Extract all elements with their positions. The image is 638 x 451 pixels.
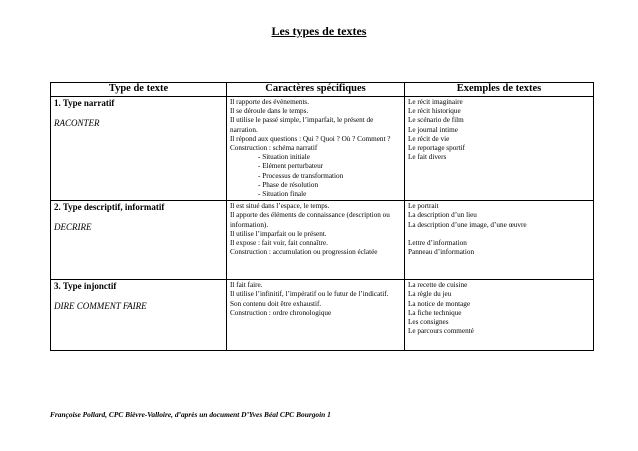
table-row bbox=[51, 97, 594, 201]
cell-line: La notice de montage bbox=[408, 299, 471, 308]
cell-line: Le reportage sportif bbox=[408, 144, 466, 153]
cell-line: Il utilise le passé simple, l’imparfait, le présent de bbox=[230, 116, 374, 125]
footer-credit: Françoise Pollard, CPC Bièvre-Valloire, d’après un document D’Yves Béal CPC Bourgoin 1 bbox=[50, 410, 331, 419]
cell-line: - Elément perturbateur bbox=[258, 162, 324, 171]
cell-line: Construction : schéma narratif bbox=[230, 144, 318, 153]
type-verb: DIRE COMMENT FAIRE bbox=[54, 301, 147, 312]
examples-cell bbox=[405, 97, 594, 201]
cell-line: Le récit imaginaire bbox=[408, 98, 463, 106]
type-verb: DECRIRE bbox=[54, 222, 92, 233]
table-header-row bbox=[51, 83, 594, 97]
characteristics-cell bbox=[227, 280, 405, 351]
type-verb: RACONTER bbox=[54, 118, 100, 128]
cell-line: information). bbox=[230, 220, 269, 229]
cell-line: Le récit de vie bbox=[408, 134, 450, 143]
cell-line: Il fait faire. bbox=[230, 281, 263, 290]
table-row bbox=[51, 201, 594, 280]
cell-line: Il expose : fait voir, fait connaître. bbox=[230, 239, 328, 248]
cell-line bbox=[408, 230, 590, 239]
examples-cell bbox=[405, 201, 594, 280]
cell-line: Il apporte des éléments de connaissance (description ou bbox=[230, 211, 390, 220]
characteristics-cell bbox=[227, 201, 405, 280]
cell-line: - Processus de transformation bbox=[258, 171, 344, 180]
type-name: 1. Type narratif bbox=[54, 98, 115, 108]
cell-line: Il se déroule dans le temps. bbox=[230, 107, 309, 116]
cell-line: Les consignes bbox=[408, 318, 449, 327]
cell-line: La règle du jeu bbox=[408, 290, 452, 299]
cell-line: Il rapporte des évènements. bbox=[230, 98, 310, 106]
cell-line: - Situation initiale bbox=[258, 153, 310, 162]
type-cell bbox=[51, 280, 227, 351]
type-cell bbox=[51, 201, 227, 280]
cell-line: Panneau d’information bbox=[408, 248, 475, 257]
characteristics-cell bbox=[227, 97, 405, 201]
cell-line: Le portrait bbox=[408, 202, 439, 211]
cell-line: narration. bbox=[230, 125, 258, 134]
cell-line: Son contenu doit être exhaustif. bbox=[230, 299, 322, 308]
cell-line: Le parcours commenté bbox=[408, 327, 474, 336]
cell-line: Il est situé dans l’espace, le temps. bbox=[230, 202, 330, 211]
cell-line: - Situation finale bbox=[258, 190, 307, 199]
header-examples: Exemples de textes bbox=[405, 83, 594, 97]
header-type: Type de texte bbox=[51, 83, 227, 97]
type-cell bbox=[51, 97, 227, 201]
cell-line: La recette de cuisine bbox=[408, 281, 468, 290]
type-name: 2. Type descriptif, informatif bbox=[54, 202, 165, 213]
text-types-table bbox=[50, 82, 594, 351]
cell-line: Le fait divers bbox=[408, 153, 447, 162]
cell-line: Lettre d’information bbox=[408, 239, 467, 248]
cell-line: La description d’un lieu bbox=[408, 211, 477, 220]
cell-line: Construction : ordre chronologique bbox=[230, 308, 332, 317]
cell-line: Il utilise l’infinitif, l’impératif ou le futur de l’indicatif. bbox=[230, 290, 389, 299]
table-row bbox=[51, 280, 594, 351]
cell-line: Le journal intime bbox=[408, 125, 458, 134]
type-name: 3. Type injonctif bbox=[54, 281, 117, 292]
header-characteristics: Caractères spécifiques bbox=[227, 83, 405, 97]
cell-line: Il utilise l’imparfait ou le présent. bbox=[230, 229, 327, 238]
cell-line: La description d’une image, d’une œuvre bbox=[408, 220, 527, 229]
cell-line: La fiche technique bbox=[408, 308, 462, 317]
cell-line: Construction : accumulation ou progression éclatée bbox=[230, 248, 378, 257]
cell-line: - Phase de résolution bbox=[258, 180, 319, 189]
cell-line: Il répond aux questions : Qui ? Quoi ? Où ? Comment ? bbox=[230, 134, 391, 143]
examples-cell bbox=[405, 280, 594, 351]
page-title: Les types de textes bbox=[271, 24, 367, 38]
cell-line: Le scénario de film bbox=[408, 116, 464, 125]
cell-line: Le récit historique bbox=[408, 107, 461, 116]
